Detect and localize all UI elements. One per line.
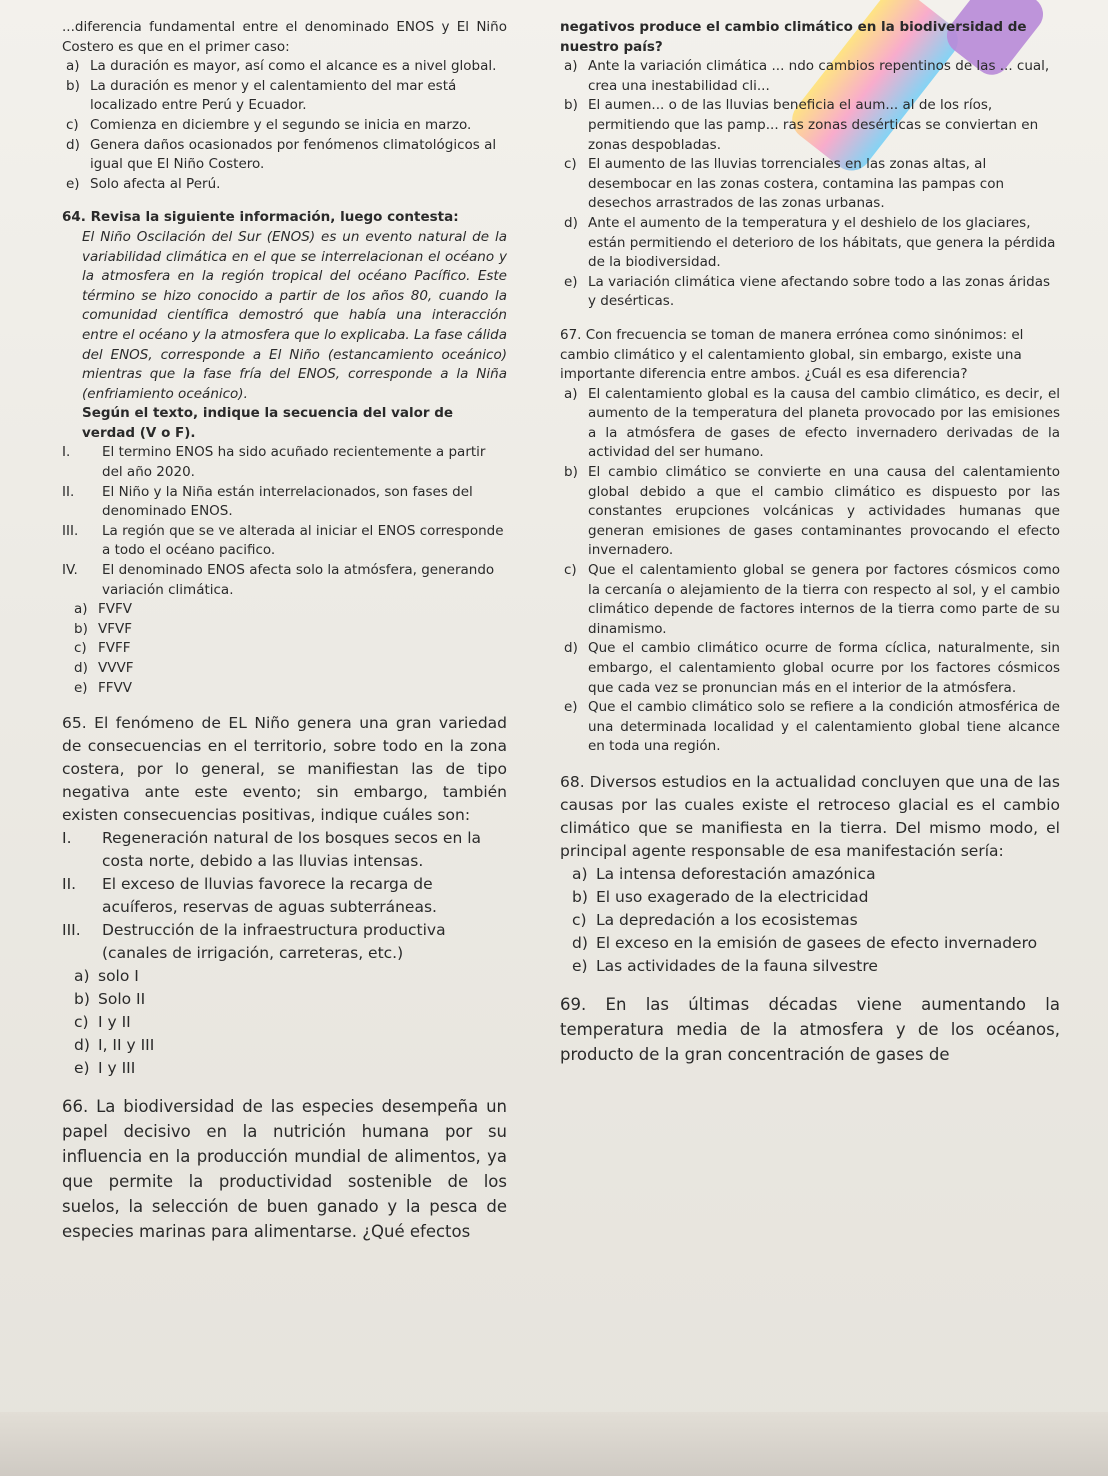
option-d[interactable]: d) I, II y III: [74, 1036, 155, 1055]
statement-ii: II. El Niño y la Niña están interrelacionados, son fases del denominado ENOS.: [62, 483, 473, 520]
option-e[interactable]: e) Que el cambio climático solo se refiere a la condición atmosférica de una determinada localidad y el calentamiento global tiene alcance en toda una región.: [564, 699, 1060, 755]
option-c[interactable]: c) Comienza en diciembre y el segundo se inicia en marzo.: [66, 116, 472, 133]
option-c[interactable]: c) El aumento de las lluvias torrenciales en las zonas altas, al desembocar en las zonas costera, contamina las pampas con desechos arrastrados de las zonas urbanas.: [564, 156, 1005, 212]
option-b[interactable]: b) La duración es menor y el calentamiento del mar está localizado entre Perú y Ecuador.: [66, 77, 457, 114]
option-c[interactable]: c) Que el calentamiento global se genera por factores cósmicos como la cercanía o alejamiento de la tierra con respecto al sol, y el cambio climático depende de factores internos de la tierra como parte de su dinamismo.: [564, 562, 1060, 637]
option-a[interactable]: a) La duración es mayor, así como el alcance es a nivel global.: [66, 58, 497, 75]
question-63-intro: ...diferencia fundamental entre el denominado ENOS y El Niño Costero es que en el primer caso:: [62, 19, 507, 55]
option-e[interactable]: e) La variación climática viene afectando sobre todo a las zonas áridas y desérticas.: [564, 273, 1051, 310]
question-64: [62, 208, 507, 698]
left-column: [62, 18, 507, 1244]
question-66-continuation: [560, 18, 1060, 312]
option-e[interactable]: e) Las actividades de la fauna silvestre: [572, 956, 878, 975]
option-d[interactable]: d) Ante el aumento de la temperatura y el deshielo de los glaciares, están permitiendo el deterioro de los hábitats, que genera la pérdida de la biodiversidad.: [564, 214, 1056, 271]
question-67: [560, 326, 1060, 757]
option-b[interactable]: b) VFVF: [74, 620, 133, 637]
option-a[interactable]: a) La intensa deforestación amazónica: [572, 864, 876, 883]
option-b[interactable]: b) Solo II: [74, 990, 146, 1009]
statement-i: I. Regeneración natural de los bosques secos en la costa norte, debido a las lluvias intensas.: [62, 829, 482, 871]
option-e[interactable]: e) FFVV: [74, 679, 133, 696]
question-67-title: 67. Con frecuencia se toman de manera errónea como sinónimos: el cambio climático y el calentamiento global, sin embargo, existe una importante diferencia entre ambos. ¿Cuál es esa diferencia?: [560, 326, 1024, 383]
question-64-prompt: Según el texto, indique la secuencia del valor de verdad (V o F).: [82, 405, 454, 441]
statement-i: I. El termino ENOS ha sido acuñado recientemente a partir del año 2020.: [62, 444, 486, 481]
option-a[interactable]: a) solo I: [74, 967, 139, 986]
statement-iii: III. Destrucción de la infraestructura productiva (canales de irrigación, carreteras, etc.): [62, 921, 446, 963]
option-b[interactable]: b) El uso exagerado de la electricidad: [572, 887, 869, 906]
question-66-cont-text: negativos produce el cambio climático en la biodiversidad de nuestro país?: [560, 19, 1027, 55]
question-64-title: 64. Revisa la siguiente información, luego contesta:: [62, 209, 459, 226]
option-e[interactable]: e) Solo afecta al Perú.: [66, 175, 221, 192]
question-68: [560, 771, 1060, 978]
option-c[interactable]: c) FVFF: [74, 640, 131, 657]
question-65: [62, 712, 507, 1080]
option-c[interactable]: c) I y II: [74, 1013, 131, 1032]
option-b[interactable]: b) El cambio climático se convierte en una causa del calentamiento global debido a que el cambio climático es dispuesto por las constantes erupciones volcánicas y actividades humanas que generan emisiones de gases contaminantes provocando el efecto invernadero.: [564, 464, 1060, 559]
question-63-options: [62, 57, 507, 194]
statement-iii: III. La región que se ve alterada al iniciar el ENOS corresponde a todo el océano pacifico.: [62, 522, 504, 559]
question-69: 69. En las últimas décadas viene aumentando la temperatura media de la atmosfera y de los océanos, producto de la gran concentración de gases de: [560, 994, 1060, 1064]
question-66: 66. La biodiversidad de las especies desempeña un papel decisivo en la nutrición humana por su influencia en la producción mundial de alimentos, ya que permite la productividad sostenible de los suelos, la selección de buen ganado y la pesca de especies marinas para alimentarse. ¿Qué efectos: [62, 1097, 507, 1242]
question-68-title: 68. Diversos estudios en la actualidad concluyen que una de las causas por las cuales existe el retroceso glacial es el cambio climático que se manifiesta en la tierra. Del mismo modo, el principal agente responsable de esa manifestación sería:: [560, 772, 1060, 860]
option-d[interactable]: d) Genera daños ocasionados por fenómenos climatológicos al igual que El Niño Costero.: [66, 136, 497, 173]
option-a[interactable]: a) FVFV: [74, 601, 133, 618]
option-e[interactable]: e) I y III: [74, 1059, 136, 1078]
statement-ii: II. El exceso de lluvias favorece la recarga de acuíferos, reservas de aguas subterráneas.: [62, 875, 437, 917]
option-d[interactable]: d) VVVF: [74, 660, 134, 676]
option-a[interactable]: a) Ante la variación climática ... ndo cambios repentinos de las ... cual, crea una inestabilidad cli...: [564, 58, 1050, 94]
option-d[interactable]: d) El exceso en la emisión de gasees de efecto invernadero: [572, 933, 1038, 952]
question-65-title: 65. El fenómeno de EL Niño genera una gran variedad de consecuencias en el territorio, sobre todo en la zona costera, por lo general, se manifiestan las de tipo negativa ante este evento; sin embargo, también existen consecuencias positivas, indique cuáles son:: [62, 714, 507, 825]
option-b[interactable]: b) El aumen... o de las lluvias beneficia el aum... al de los ríos, permitiendo que las pamp... ras zonas desérticas se conviertan en zonas despobladas.: [564, 97, 1039, 153]
right-column: [560, 18, 1060, 1067]
option-d[interactable]: d) Que el cambio climático ocurre de forma cíclica, naturalmente, sin embargo, el calentamiento global ocurre por los factores cósmicos que cada vez se pronuncian más en el interior de la atmósfera.: [564, 640, 1060, 696]
statement-iv: IV. El denominado ENOS afecta solo la atmósfera, generando variación climática.: [62, 562, 495, 598]
question-64-passage: El Niño Oscilación del Sur (ENOS) es un evento natural de la variabilidad climática en el que se interrelacionan el océano y la atmosfera en la región tropical del océano Pacífico. Este término se hizo conocido a partir de los años 80, cuando la comunidad científica demostró que había una interacción entre el océano y la atmosfera que lo explicaba. La fase cálida del ENOS, corresponde a El Niño (estancamiento oceánico) mientras que la fase fría del ENOS, corresponde a la Niña (enfriamiento oceánico).: [82, 228, 507, 402]
page-fold-shadow: [0, 1412, 1108, 1476]
option-c[interactable]: c) La depredación a los ecosistemas: [572, 910, 858, 929]
option-a[interactable]: a) El calentamiento global es la causa del cambio climático, es decir, el aumento de la temperatura del planeta provocado por las emisiones a la atmósfera de gases de efecto invernadero derivadas de la actividad del ser humano.: [564, 385, 1060, 461]
